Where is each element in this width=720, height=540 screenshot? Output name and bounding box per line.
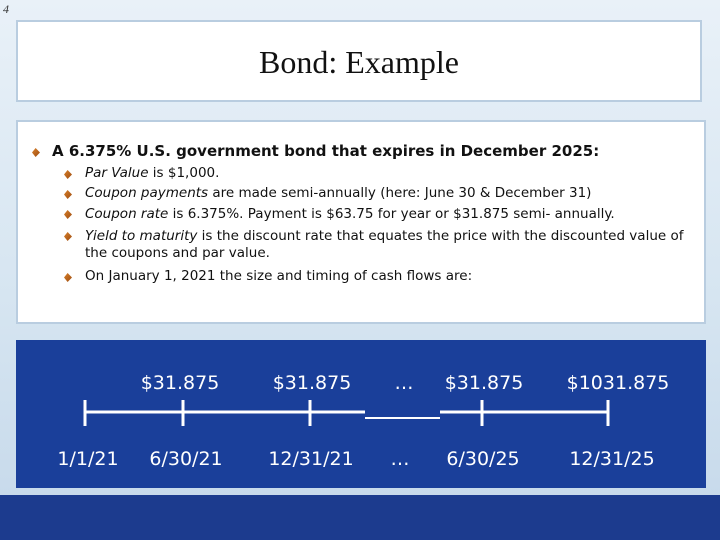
slide-title: Bond: Example xyxy=(259,44,459,80)
sub-bullet-coupon-payments: Coupon payments are made semi-annually (here: June 30 & December 31) xyxy=(85,185,592,201)
amount-label-ellipsis: … xyxy=(394,372,414,394)
date-label: 12/31/21 xyxy=(268,448,354,470)
date-label: 1/1/21 xyxy=(57,448,119,470)
amount-label: $31.875 xyxy=(140,372,220,394)
date-label: 6/30/21 xyxy=(149,448,223,470)
sub-bullet-par-value: Par Value is $1,000. xyxy=(85,165,220,181)
amount-label: $31.875 xyxy=(444,372,524,394)
sub-bullet-cash-flows: On January 1, 2021 the size and timing of cash flows are: xyxy=(85,268,473,284)
date-label-ellipsis: … xyxy=(390,448,410,470)
footer-bar xyxy=(0,495,720,540)
amount-label: $31.875 xyxy=(272,372,352,394)
sub-bullet-yield: Yield to maturity is the discount rate that equates the price with the discounted value of the coupons and par value. xyxy=(85,228,684,261)
date-label: 6/30/25 xyxy=(446,448,520,470)
amount-label: $1031.875 xyxy=(566,372,670,394)
slide-number: 4 xyxy=(3,2,9,16)
date-label: 12/31/25 xyxy=(569,448,655,470)
main-bullet: A 6.375% U.S. government bond that expires in December 2025: xyxy=(52,142,600,160)
sub-bullet-coupon-rate: Coupon rate is 6.375%. Payment is $63.75 for year or $31.875 semi- annually. xyxy=(85,206,615,222)
